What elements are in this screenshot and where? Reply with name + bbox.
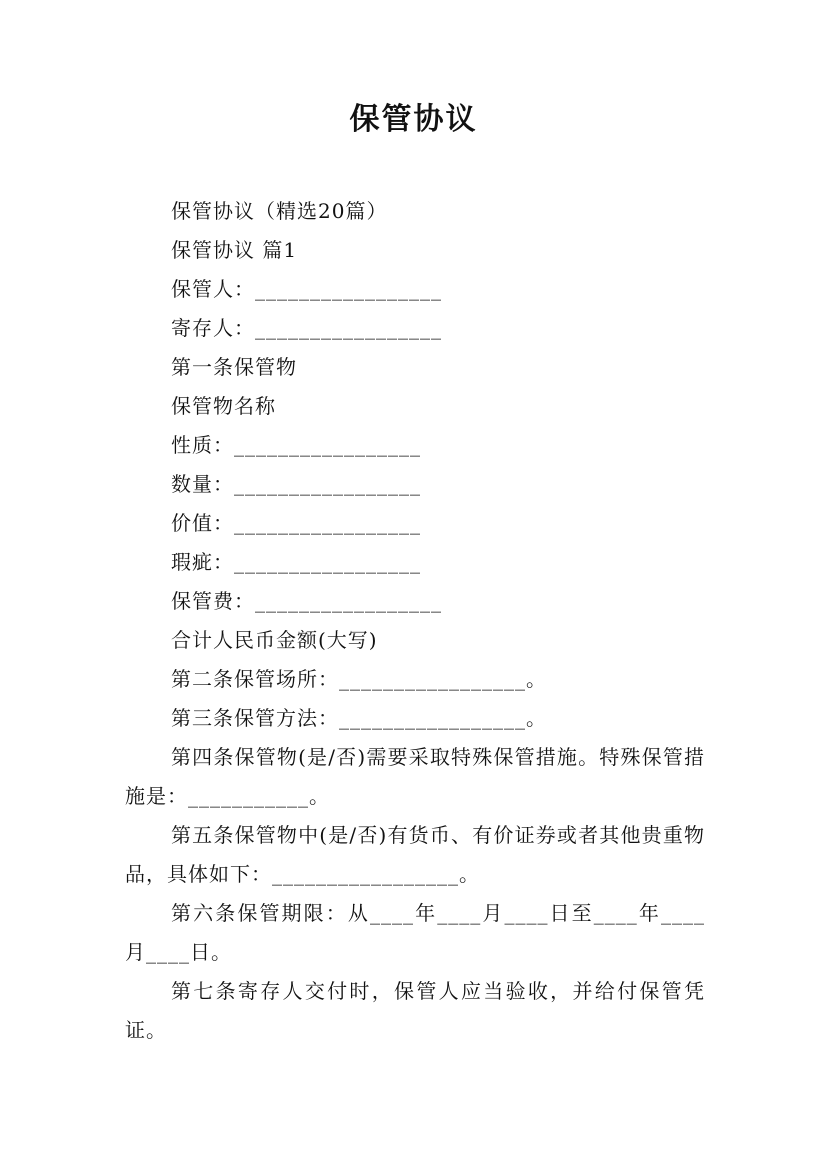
article-4-paragraph: 第四条保管物(是/否)需要采取特殊保管措施。特殊保管措施是：___________。 xyxy=(125,745,705,808)
subtitle-line: 保管协议（精选20篇） xyxy=(171,199,388,223)
article-7-paragraph: 第七条寄存人交付时，保管人应当验收，并给付保管凭证。 xyxy=(125,979,705,1042)
article-5-paragraph: 第五条保管物中(是/否)有货币、有价证券或者其他贵重物品，具体如下：_________________。 xyxy=(125,823,705,886)
article-3-line: 第三条保管方法：_________________。 xyxy=(171,706,547,730)
total-amount-label: 合计人民币金额(大写) xyxy=(171,628,378,652)
item-name-label: 保管物名称 xyxy=(171,394,276,418)
defect-field: 瑕疵：_________________ xyxy=(171,550,421,574)
fee-field: 保管费：_________________ xyxy=(171,589,442,613)
quantity-field: 数量：_________________ xyxy=(171,472,421,496)
article-6-paragraph: 第六条保管期限：从____年____月____日至____年____月____日。 xyxy=(125,901,705,964)
article-2-line: 第二条保管场所：_________________。 xyxy=(171,667,547,691)
document-body xyxy=(125,192,705,1050)
section-heading: 保管协议 篇1 xyxy=(171,238,298,262)
depositor-field: 寄存人：_________________ xyxy=(171,316,442,340)
value-field: 价值：_________________ xyxy=(171,511,421,535)
document-title: 保管协议 xyxy=(349,102,478,137)
article-1-heading: 第一条保管物 xyxy=(171,355,297,379)
custodian-field: 保管人：_________________ xyxy=(171,277,442,301)
nature-field: 性质：_________________ xyxy=(171,433,421,457)
